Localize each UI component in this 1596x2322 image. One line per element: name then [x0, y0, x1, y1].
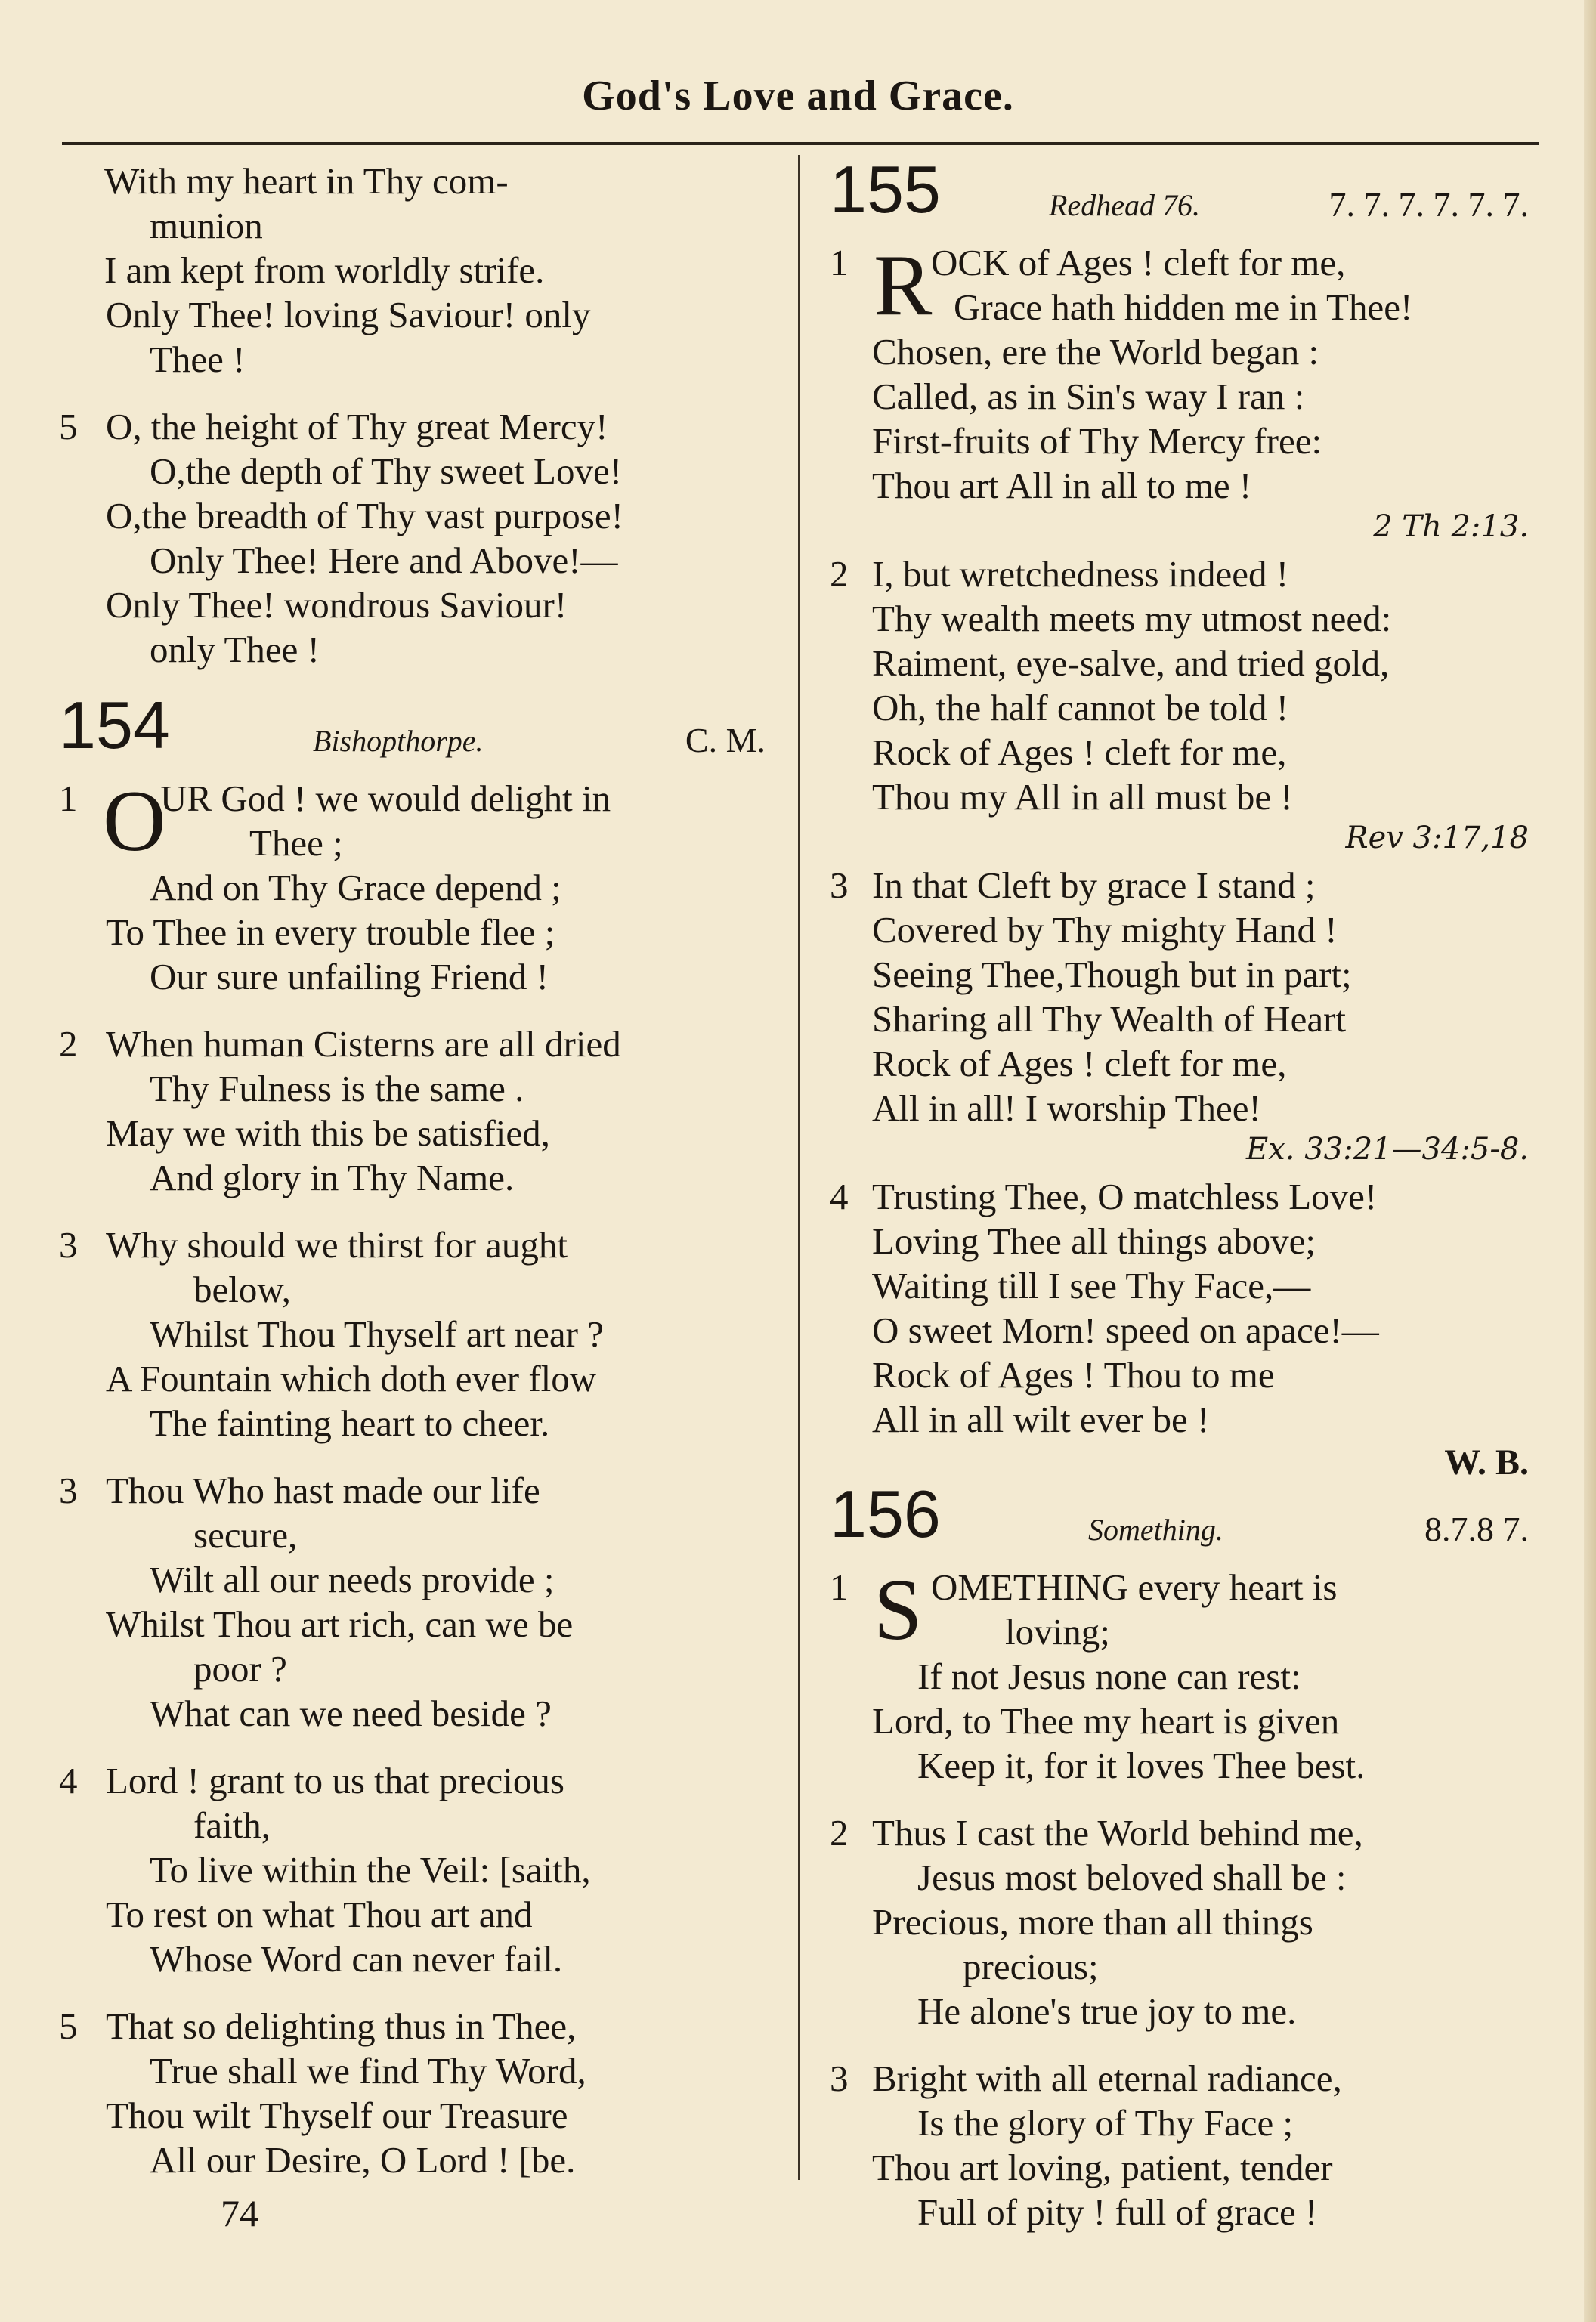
right-column [830, 152, 1536, 2257]
page-header: God's Love and Grace. [582, 73, 1014, 119]
verse-line: Rock of Ages ! Thou to me [872, 1354, 1275, 1396]
verse-number: 3 [830, 864, 849, 906]
verse-line: Only Thee! loving Saviour! only [106, 294, 591, 335]
verse-line: Thy wealth meets my utmost need: [872, 598, 1392, 639]
verse-line: True shall we find Thy Word, [150, 2050, 586, 2092]
verse-line: munion [150, 205, 263, 246]
verse-line: only Thee ! [150, 629, 320, 670]
verse-line: Precious, more than all things [872, 1901, 1313, 1943]
hymn-154-verse-3b [59, 1468, 773, 1736]
hymn-155-verse-1 [830, 237, 1536, 546]
verse-line: And on Thy Grace depend ; [150, 867, 561, 908]
verse-line: What can we need beside ? [150, 1693, 552, 1734]
verse-line: I am kept from worldly strife. [104, 249, 545, 291]
verse-line: UR God ! we would delight in [160, 778, 611, 819]
verse-line: Only Thee! Here and Above!— [150, 540, 618, 581]
verse-line: Bright with all eternal radiance, [872, 2058, 1342, 2099]
verse-number: 4 [830, 1176, 849, 1217]
verse-line: Covered by Thy mighty Hand ! [872, 909, 1338, 951]
hymn-156-heading [830, 1476, 1536, 1559]
hymn-154-verse-4 [59, 1758, 773, 1981]
verse-line: Grace hath hidden me in Thee! [954, 286, 1413, 328]
hymn-155-verse-2 [830, 552, 1536, 857]
verse-line: Trusting Thee, O matchless Love! [872, 1176, 1378, 1217]
verse-line: Thou wilt Thyself our Treasure [106, 2095, 568, 2136]
verse-line: O,the depth of Thy sweet Love! [150, 450, 623, 492]
verse-line: Thus I cast the World behind me, [872, 1812, 1363, 1854]
verse-line: That so delighting thus in Thee, [106, 2005, 577, 2047]
verse-line: A Fountain which doth ever flow [106, 1358, 597, 1399]
meter: 7. 7. 7. 7. 7. 7. [1328, 185, 1529, 224]
verse-line: OCK of Ages ! cleft for me, [931, 242, 1346, 283]
verse-number: 3 [59, 1224, 78, 1266]
verse-number: 2 [830, 553, 849, 595]
verse-line: Lord ! grant to us that precious [106, 1760, 564, 1801]
hymn-155-heading [830, 152, 1536, 234]
hymn-156-verse-2 [830, 1810, 1536, 2033]
verse-line: May we with this be satisfied, [106, 1112, 550, 1154]
column-divider [798, 155, 800, 2180]
verse-number: 5 [59, 2005, 78, 2047]
verse-line: I, but wretchedness indeed ! [872, 553, 1289, 595]
verse-line: Wilt all our needs provide ; [150, 1559, 555, 1600]
verse-line: Whilst Thou Thyself art near ? [150, 1313, 604, 1355]
verse-line: To Thee in every trouble flee ; [106, 911, 555, 953]
verse-line: Keep it, for it loves Thee best. [917, 1745, 1366, 1786]
drop-cap: O [103, 773, 166, 870]
verse-line: Rock of Ages ! cleft for me, [872, 1043, 1287, 1084]
verse-line: Thee ! [150, 339, 246, 380]
scripture-reference: 2 Th 2:13. [1373, 509, 1529, 544]
verse-line: poor ? [193, 1648, 287, 1690]
hymn-number: 154 [59, 688, 170, 762]
scripture-reference: Ex. 33:21—34:5-8. [1246, 1132, 1529, 1167]
verse-line: Thou art loving, patient, tender [872, 2147, 1333, 2188]
verse-line: Rock of Ages ! cleft for me, [872, 731, 1287, 773]
verse-line: faith, [193, 1804, 271, 1846]
hymn-154-heading [59, 688, 773, 770]
meter: C. M. [685, 721, 766, 759]
verse-line: When human Cisterns are all dried [106, 1023, 621, 1065]
verse-line: Why should we thirst for aught [106, 1224, 568, 1266]
hymn-154-verse-1 [59, 773, 773, 999]
verse-line: loving; [1005, 1611, 1110, 1653]
verse-line: Loving Thee all things above; [872, 1220, 1316, 1262]
verse-number: 4 [59, 1760, 78, 1801]
verse-line: secure, [193, 1514, 298, 1556]
verse-number: 3 [830, 2058, 849, 2099]
verse-line: All in all! I worship Thee! [872, 1087, 1261, 1129]
scripture-reference: Rev 3:17,18 [1345, 821, 1529, 855]
verse-number: 1 [830, 1566, 849, 1608]
verse-line: Lord, to Thee my heart is given [872, 1700, 1340, 1742]
tune-name: Something. [1088, 1513, 1223, 1547]
author-initials: W. B. [1444, 1442, 1529, 1483]
verse-line: And glory in Thy Name. [150, 1157, 515, 1198]
hymn-154-verse-2 [59, 1022, 773, 1200]
verse-line: Called, as in Sin's way I ran : [872, 376, 1305, 417]
drop-cap: S [874, 1562, 923, 1659]
verse-line: Thou art All in all to me ! [872, 465, 1252, 506]
verse-line: Thee ; [249, 822, 343, 864]
hymn-156-verse-3 [830, 2056, 1536, 2234]
drop-cap: R [874, 237, 933, 334]
hymn-154-verse-3 [59, 1223, 773, 1445]
verse-number: 2 [830, 1812, 849, 1854]
verse-line: In that Cleft by grace I stand ; [872, 864, 1316, 906]
verse-line: Only Thee! wondrous Saviour! [106, 584, 568, 626]
verse-line: First-fruits of Thy Mercy free: [872, 420, 1322, 462]
verse-number: 1 [59, 778, 78, 819]
hymn-number: 155 [830, 152, 941, 227]
verse-line: O, the height of Thy great Mercy! [106, 406, 608, 447]
verse-line: OMETHING every heart is [931, 1566, 1338, 1608]
verse-line: below, [193, 1269, 291, 1310]
hymn-155-verse-4 [830, 1174, 1536, 1483]
verse-line: All our Desire, O Lord ! [be. [150, 2139, 576, 2181]
verse-line: To live within the Veil: [saith, [150, 1849, 591, 1891]
verse-line: Waiting till I see Thy Face,— [872, 1265, 1311, 1306]
verse-line: With my heart in Thy com- [104, 160, 509, 202]
hymn-154-verse-5 [59, 2004, 773, 2182]
verse-line: Raiment, eye-salve, and tried gold, [872, 642, 1390, 684]
hymn-153-continuation [59, 159, 773, 382]
verse-line: Thy Fulness is the same . [150, 1068, 524, 1109]
page-edge [1584, 0, 1596, 2322]
header-rule [62, 142, 1539, 145]
verse-line: Chosen, ere the World began : [872, 331, 1319, 373]
verse-line: precious; [963, 1946, 1099, 1987]
tune-name: Bishopthorpe. [313, 724, 484, 758]
verse-line: To rest on what Thou art and [106, 1894, 533, 1935]
verse-number: 1 [830, 242, 849, 283]
hymn-153-verse-5 [59, 404, 773, 672]
hymn-number: 156 [830, 1476, 941, 1551]
page-number: 74 [221, 2192, 258, 2234]
verse-line: Thou my All in all must be ! [872, 776, 1293, 818]
verse-line: Our sure unfailing Friend ! [150, 956, 549, 997]
verse-line: O sweet Morn! speed on apace!— [872, 1309, 1379, 1351]
verse-number: 5 [59, 406, 78, 447]
verse-line: If not Jesus none can rest: [917, 1656, 1301, 1697]
verse-line: Jesus most beloved shall be : [917, 1857, 1347, 1898]
verse-line: O,the breadth of Thy vast purpose! [106, 495, 623, 536]
verse-line: Sharing all Thy Wealth of Heart [872, 998, 1346, 1040]
tune-name: Redhead 76. [1049, 188, 1200, 222]
left-column [59, 159, 773, 2205]
verse-line: Seeing Thee,Though but in part; [872, 954, 1352, 995]
hymn-155-verse-3 [830, 863, 1536, 1168]
hymn-156-verse-1 [830, 1562, 1536, 1788]
verse-line: Full of pity ! full of grace ! [917, 2191, 1318, 2233]
meter: 8.7.8 7. [1424, 1510, 1529, 1548]
verse-line: The fainting heart to cheer. [150, 1402, 550, 1444]
verse-line: Is the glory of Thy Face ; [917, 2102, 1294, 2144]
verse-number: 2 [59, 1023, 78, 1065]
verse-line: Whose Word can never fail. [150, 1938, 563, 1980]
verse-line: All in all wilt ever be ! [872, 1399, 1210, 1440]
verse-line: Oh, the half cannot be told ! [872, 687, 1289, 728]
verse-line: Whilst Thou art rich, can we be [106, 1603, 574, 1645]
verse-number: 3 [59, 1470, 78, 1511]
verse-line: He alone's true joy to me. [917, 1990, 1297, 2032]
verse-line: Thou Who hast made our life [106, 1470, 540, 1511]
